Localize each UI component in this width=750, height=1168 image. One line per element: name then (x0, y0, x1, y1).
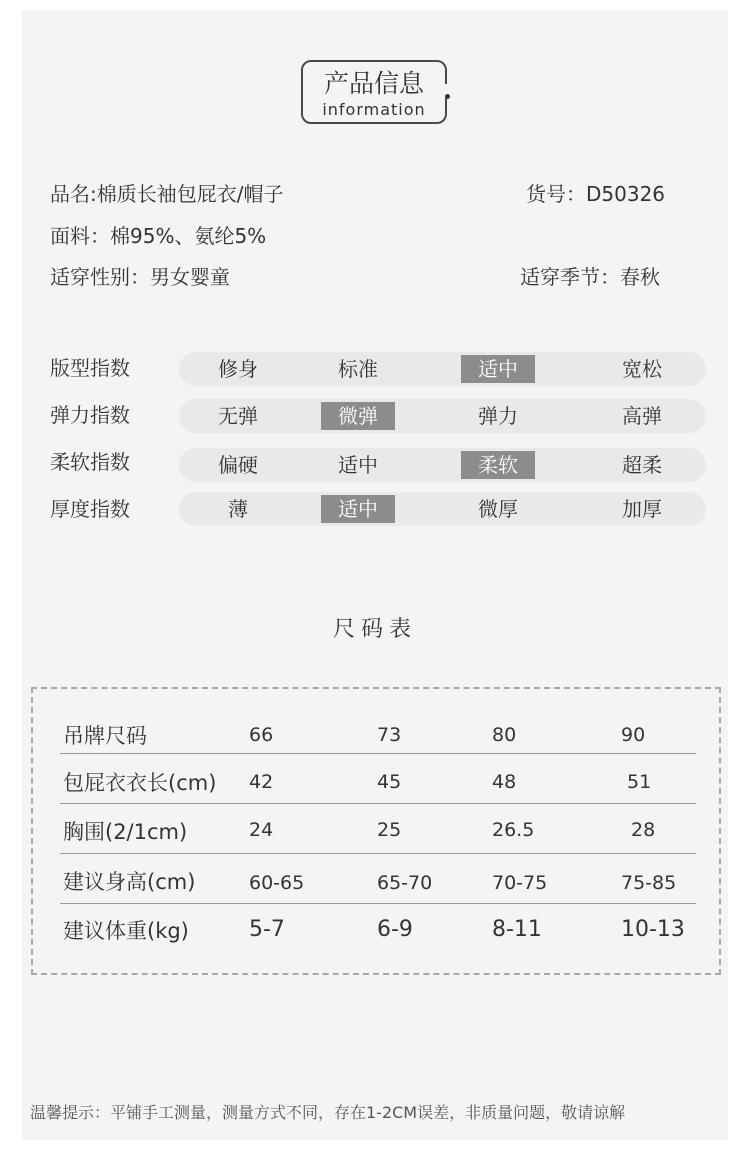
size-cell: 51 (627, 771, 652, 793)
size-cell: 8-11 (492, 917, 542, 942)
index-option: 适中 (338, 453, 378, 477)
size-cell: 6-9 (377, 917, 413, 942)
size-row-label: 包屁衣衣长(cm) (63, 771, 217, 795)
size-row-label: 建议体重(kg) (63, 919, 189, 943)
fabric: 面料：棉95%、氨纶5% (50, 224, 267, 248)
season: 适穿季节：春秋 (520, 265, 660, 289)
product-name: 品名:棉质长袖包屁衣/帽子 (50, 182, 284, 206)
size-cell: 26.5 (492, 819, 535, 841)
index-option: 微厚 (478, 497, 518, 521)
size-cell: 10-13 (621, 917, 685, 942)
gender: 适穿性别：男女婴童 (50, 265, 230, 289)
row-divider (60, 753, 696, 754)
size-table-title: 尺码表 (332, 617, 417, 642)
index-option: 高弹 (622, 404, 662, 428)
size-cell: 48 (492, 771, 517, 793)
index-option-selected: 微弹 (321, 402, 395, 430)
size-cell: 90 (621, 724, 646, 746)
size-cell: 70-75 (492, 872, 548, 894)
index-option: 超柔 (622, 453, 662, 477)
index-option: 宽松 (622, 357, 662, 381)
index-option-selected: 适中 (461, 355, 535, 383)
index-option: 加厚 (622, 497, 662, 521)
size-cell: 5-7 (249, 917, 285, 942)
size-cell: 25 (377, 819, 402, 841)
size-row-label: 胸围(2/1cm) (63, 820, 188, 844)
index-label: 柔软指数 (50, 450, 130, 474)
row-divider (60, 803, 696, 804)
size-cell: 73 (377, 724, 402, 746)
index-option: 标准 (338, 357, 378, 381)
size-cell: 45 (377, 771, 402, 793)
index-option: 修身 (218, 357, 258, 381)
size-cell: 24 (249, 819, 274, 841)
item-number: 货号：D50326 (526, 182, 666, 206)
size-cell: 28 (631, 819, 656, 841)
size-cell: 42 (249, 771, 274, 793)
index-option-selected: 适中 (321, 495, 395, 523)
section-subtitle: information (322, 100, 426, 119)
index-option: 无弹 (218, 404, 258, 428)
index-option: 偏硬 (218, 453, 258, 477)
size-cell: 80 (492, 724, 517, 746)
index-option: 薄 (228, 497, 248, 521)
index-label: 版型指数 (50, 356, 130, 380)
index-option: 弹力 (478, 404, 518, 428)
row-divider (60, 853, 696, 854)
index-label: 弹力指数 (50, 403, 130, 427)
size-cell: 66 (249, 724, 274, 746)
size-cell: 60-65 (249, 872, 305, 894)
size-row-label: 吊牌尺码 (63, 724, 147, 748)
index-label: 厚度指数 (50, 497, 130, 521)
measurement-note: 温馨提示：平铺手工测量，测量方式不同，存在1-2CM误差，非质量问题，敬请谅解 (30, 1103, 626, 1122)
size-cell: 65-70 (377, 872, 433, 894)
size-cell: 75-85 (621, 872, 677, 894)
size-row-label: 建议身高(cm) (63, 870, 196, 894)
section-title: 产品信息 (323, 69, 424, 98)
row-divider (60, 903, 696, 904)
index-option-selected: 柔软 (461, 451, 535, 479)
